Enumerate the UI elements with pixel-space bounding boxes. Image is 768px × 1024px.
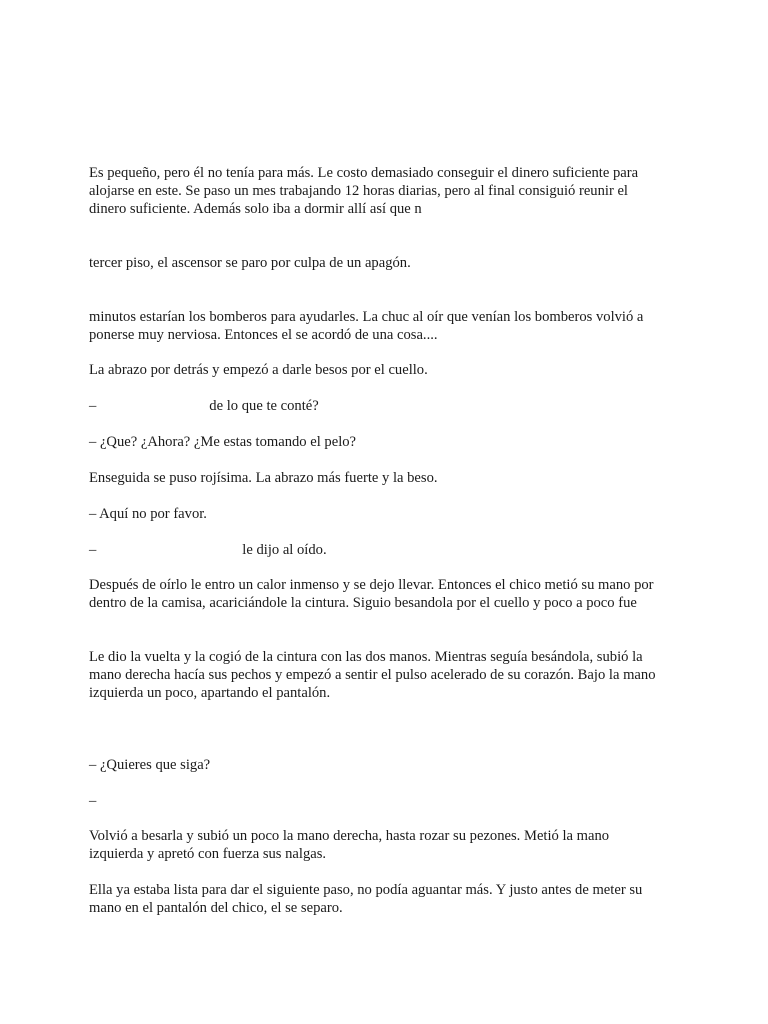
dialogue-line: [89, 397, 319, 415]
text-line: – Aquí no por favor.: [89, 506, 207, 522]
dialogue-line: [89, 541, 327, 559]
text-line: – ¿Que? ¿Ahora? ¿Me estas tomando el pelo?: [89, 434, 357, 450]
dialogue-text: le dijo al oído.: [242, 542, 327, 558]
text-line: La abrazo por detrás y empezó a darle besos por el cuello.: [89, 362, 428, 378]
text-line: dentro de la camisa, acariciándole la cintura. Siguio besandola por el cuello y poco a poco fue: [89, 595, 637, 611]
text-line: mano derecha hacía sus pechos y empezó a sentir el pulso acelerado de su corazón. Bajo la mano: [89, 667, 656, 683]
text-line: minutos estarían los bomberos para ayudarles. La chuc al oír que venían los bomberos volvió a: [89, 309, 644, 325]
dialogue-text: de lo que te conté?: [209, 398, 319, 414]
text-line: Después de oírlo le entro un calor inmenso y se dejo llevar. Entonces el chico metió su mano por: [89, 577, 654, 593]
text-line: ponerse muy nerviosa. Entonces el se acordó de una cosa....: [89, 327, 438, 343]
text-line: dinero suficiente. Además solo iba a dormir allí así que n: [89, 201, 422, 217]
text-line: Volvió a besarla y subió un poco la mano derecha, hasta rozar su pezones. Metió la mano: [89, 828, 610, 844]
text-line: izquierda un poco, apartando el pantalón.: [89, 685, 331, 701]
text-line: tercer piso, el ascensor se paro por culpa de un apagón.: [89, 255, 411, 271]
text-line: Ella ya estaba lista para dar el siguiente paso, no podía aguantar más. Y justo antes de meter su: [89, 882, 643, 898]
text-line: Es pequeño, pero él no tenía para más. Le costo demasiado conseguir el dinero suficiente para: [89, 165, 639, 181]
dialogue-dash: –: [89, 542, 97, 558]
text-line: Enseguida se puso rojísima. La abrazo más fuerte y la beso.: [89, 470, 438, 486]
text-line: mano en el pantalón del chico, el se separo.: [89, 900, 343, 916]
text-line: – ¿Quieres que siga?: [89, 757, 211, 773]
dialogue-dash: –: [89, 398, 97, 414]
text-line: alojarse en este. Se paso un mes trabajando 12 horas diarias, pero al final consiguió reunir el: [89, 183, 628, 199]
text-line: Le dio la vuelta y la cogió de la cintura con las dos manos. Mientras seguía besándola, subió la: [89, 649, 643, 665]
text-line: –: [89, 793, 97, 809]
text-line: izquierda y apretó con fuerza sus nalgas.: [89, 846, 327, 862]
